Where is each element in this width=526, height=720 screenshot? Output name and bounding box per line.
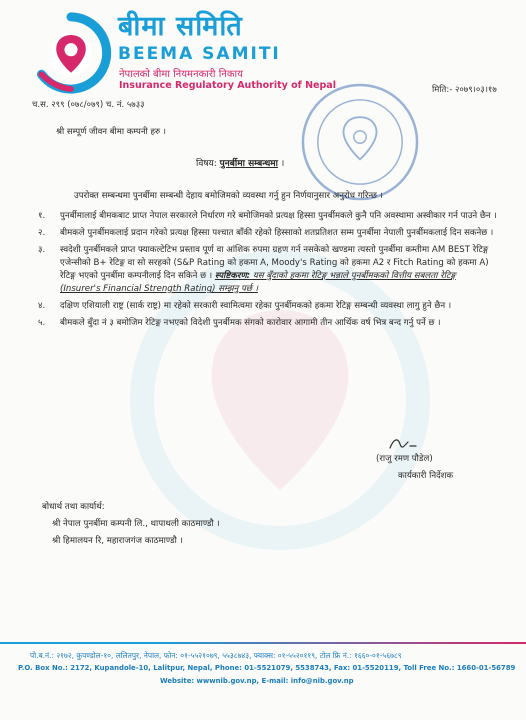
footer-contact: Website: wwwnib.gov.np, E-mail: info@nib.gov.np — [160, 677, 354, 685]
point-text: बीमकले बुँदा नं ३ बमोजिम रेटिङ्ग नभएको विदेशी पुनर्बीमक संगको कारोवार आगामी तीन आर्थिक वर्ष भित्र बन्द गर्नु पर्ने छ । — [60, 318, 441, 328]
list-item — [38, 227, 498, 240]
subject-end: । — [280, 159, 285, 169]
brand-name-english: BEEMA SAMITI — [118, 44, 281, 64]
footer-divider — [0, 642, 526, 644]
point-number: १. — [38, 211, 46, 221]
letter-date: मिति:- २०७९।०३।१७ — [432, 85, 497, 95]
cc-item: श्री हिमालयन रि, महाराजगंज काठमाण्डौ । — [52, 536, 183, 546]
point-number: २. — [38, 228, 46, 238]
point-number: ५. — [38, 318, 46, 328]
tagline-nepali: नेपालको बीमा नियमनकारी निकाय — [119, 69, 243, 80]
list-item — [38, 317, 498, 330]
point-number: ४. — [38, 301, 46, 311]
clarification-text: यस बुँदाको हकमा रेटिङ्ग भन्नाले पुनर्बीमकको वित्तीय सबलता रेटिङ्ग (Insurer's Financial Strength Rating) सम्झनु पर्छ । — [60, 271, 456, 294]
point-text: दक्षिण एशियाली राष्ट्र (सार्क राष्ट्र) मा रहेको सरकारी स्वामित्वमा रहेका पुनर्बीमकको हकमा रेटिङ्ग सम्बन्धी व्यवस्था लागु हुने छैन । — [60, 301, 452, 311]
intro-paragraph: उपरोक्त सम्बन्धमा पुनर्बीमा सम्बन्धी देहाय बमोजिमको व्यवस्था गर्नु हुन निर्णयानुसार अनुरोध गरिन्छ । — [74, 191, 383, 201]
list-item — [38, 300, 498, 313]
cc-heading: बोधार्थ तथा कार्यार्थ: — [42, 502, 105, 512]
signatory-name: (राजु रमण पौडेल) — [376, 454, 433, 464]
list-item — [38, 210, 498, 223]
recipient: श्री सम्पूर्ण जीवन बीमा कम्पनी हरु । — [56, 127, 166, 137]
subject-text: पुनर्बीमा सम्बन्धमा — [219, 159, 278, 169]
point-text: स्वदेशी पुनर्बीमकले प्राप्त फ्याकल्टेटिभ प्रस्ताव पूर्ण वा आंशिक रुपमा ग्रहण गर्न नसकेको खण्डमा त्यस्तो पुनर्बीमा कम्तीमा AM BEST रेटिङ्ग एजेन्सीको B+ रेटिङ्ग वा सो सरहको (S&P Rating को हकमा A, Moody's Rating को हकमा A2 र Fitch Rating को हकमा A) रेटिङ्ग भएको पुनर्बीमा कम्पनीलाई दिन सकिने छ । — [60, 245, 489, 281]
cc-item: श्री नेपाल पुनर्बीमा कम्पनी लि., थापाथली काठमाण्डौ । — [52, 519, 220, 529]
signatory-title: कार्यकारी निर्देशक — [398, 471, 454, 481]
reference-number: च.स. २९९ (०७८/०७९) च. नं. ५७३३ — [32, 100, 145, 110]
footer-address-nepali: पो.ब.नं.: २१७२, कुपण्डोल-१०, ललितपुर, नेपाल, फोन: ०१-५५२१०७९, ५५३८७४३, फ्याक्स: ०१-५५२०११९, टोल फ्रि नं.: १६६०-०१-५६७८९ — [30, 651, 402, 660]
footer-address-english: P.O. Box No.: 2172, Kupandole-10, Lalitpur, Nepal, Phone: 01-5521079, 5538743, Fax: 01-5520119, Toll Free No.: 1660-01-56789 — [18, 664, 516, 672]
beema-samiti-logo-icon — [30, 12, 112, 94]
subject-label: विषय: — [196, 159, 217, 169]
tagline-english: Insurance Regulatory Authority of Nepal — [119, 80, 336, 91]
clarification-label: स्पष्टिकरण: — [214, 271, 251, 281]
point-text: बीमकले पुनर्बीमकलाई प्रदान गरेको प्रत्यक्ष हिस्सा पश्चात बाँकी रहेको हिस्साको शतप्रतिशत सम्म पुनर्बीमा नेपाली पुनर्बीमकलाई दिन सकनेछ । — [60, 228, 494, 238]
point-text: पुनर्बीमालाई बीमकबाट प्राप्त नेपाल सरकारले निर्धारण गरे बमोजिमको प्रत्यक्ष हिस्सा पुनर्बीमकले कुनै पनि अवस्थामा अस्वीकार गर्न पाउने छैन । — [60, 211, 497, 221]
numbered-points — [38, 210, 498, 334]
point-body — [60, 244, 498, 296]
handwritten-signature-icon — [384, 434, 464, 454]
brand-name-nepali: बीमा समिति — [118, 11, 243, 42]
subject-line — [196, 156, 284, 169]
office-stamp-icon — [298, 80, 422, 204]
point-number: ३. — [38, 245, 46, 255]
list-item — [38, 244, 498, 296]
